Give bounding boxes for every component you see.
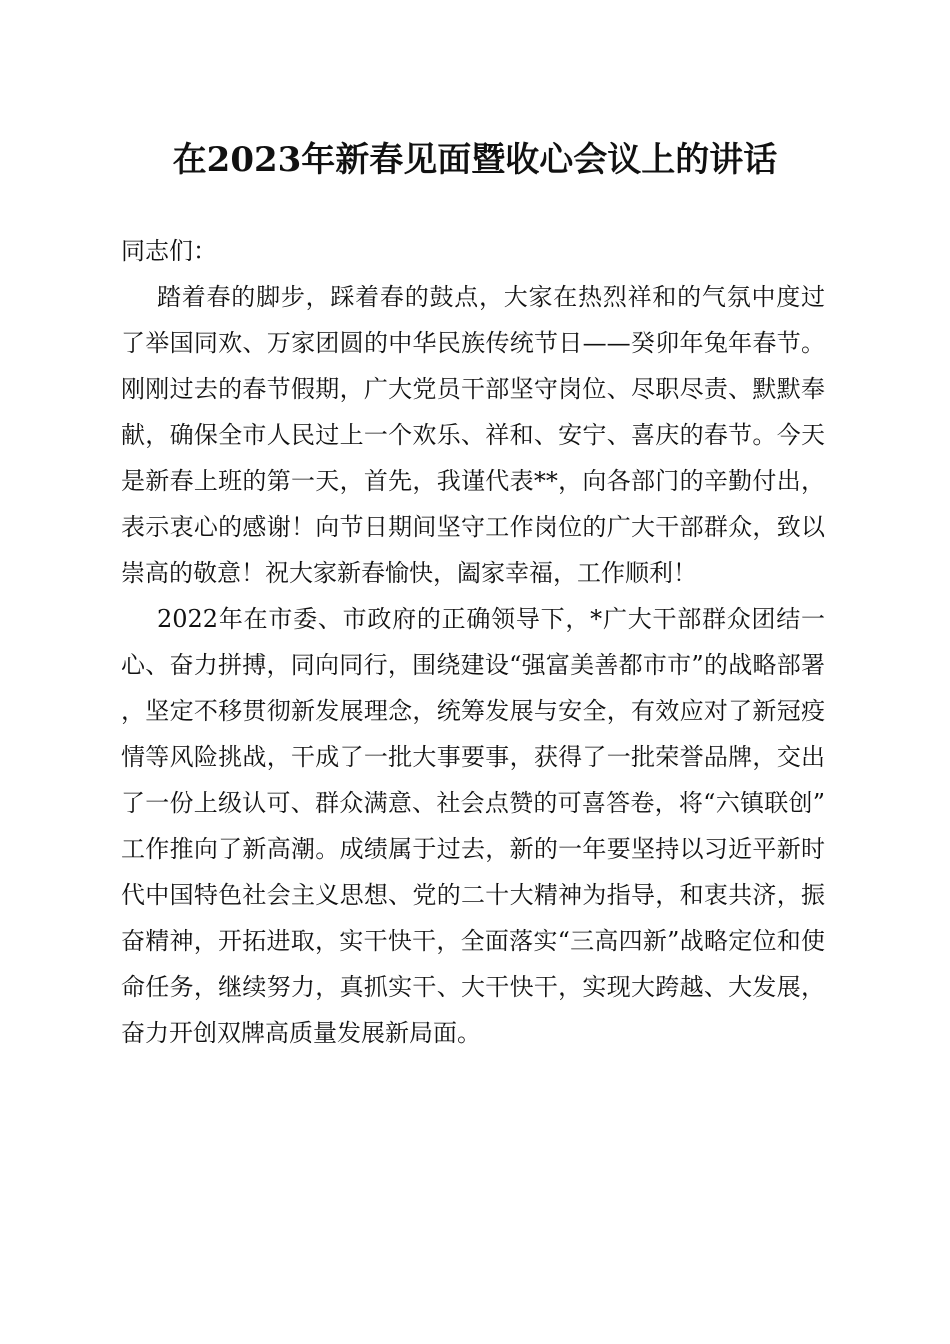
document-title: 在2023年新春见面暨收心会议上的讲话 (172, 140, 778, 180)
salutation: 同志们： (121, 237, 217, 265)
paragraph-2: 2022年在市委、市政府的正确领导下，*广大干部群众团结一心、奋力拼搏，同向同行，围绕建设“强富美善都市市”的战略部署，坚定不移贯彻新发展理念，统筹发展与安全，有效应对了新冠疫情等风险挑战，干成了一批大事要事，获得了一批荣誉品牌，交出了一份上级认可、群众满意、社会点赞的可喜答卷，将“六镇联创”工作推向了新高潮。成绩属于过去，新的一年要坚持以习近平新时代中国特色社会主义思想、党的二十大精神为指导，和衷共济，振奋精神，开拓进取，实干快干，全面落实“三高四新”战略定位和使命任务，继续努力，真抓实干、大干快干，实现大跨越、大发展，奋力开创双牌高质量发展新局面。 (121, 605, 825, 1047)
document-body (121, 228, 825, 1056)
paragraph-1: 踏着春的脚步，踩着春的鼓点，大家在热烈祥和的气氛中度过了举国同欢、万家团圆的中华民族传统节日——癸卯年兔年春节。刚刚过去的春节假期，广大党员干部坚守岗位、尽职尽责、默默奉献，确保全市人民过上一个欢乐、祥和、安宁、喜庆的春节。今天是新春上班的第一天，首先，我谨代表**，向各部门的辛勤付出，表示衷心的感谢！向节日期间坚守工作岗位的广大干部群众，致以崇高的敬意！祝大家新春愉快，阖家幸福，工作顺利！ (121, 283, 825, 587)
